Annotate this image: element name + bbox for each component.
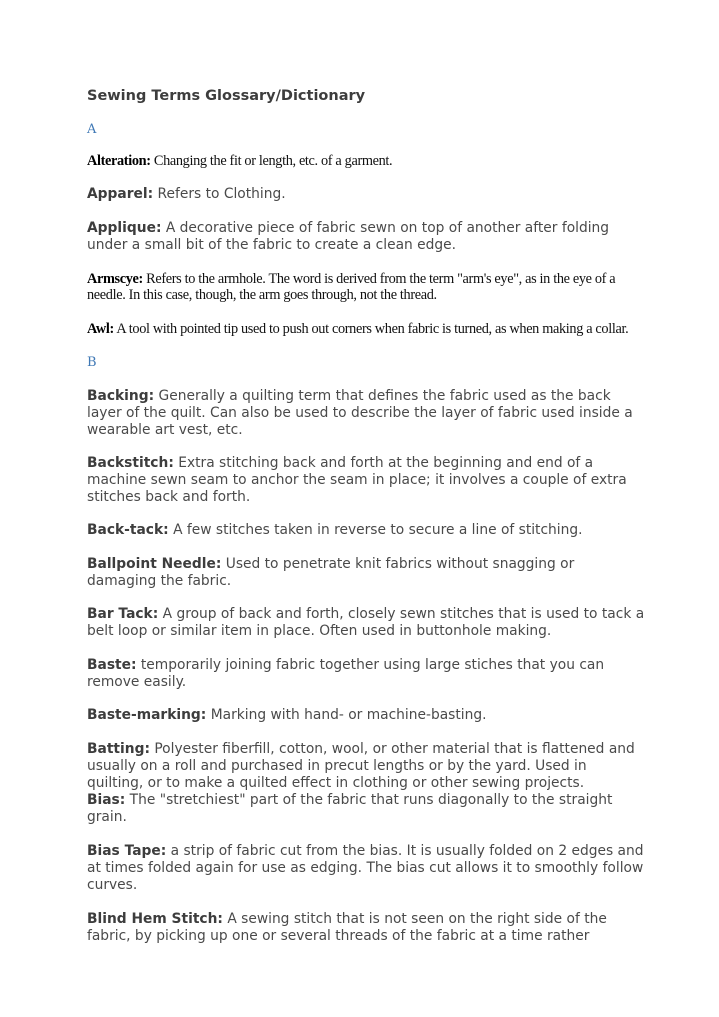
- glossary-definition: Extra stitching back and forth at the beginning and end of a machine sewn seam to anchor the seam in place; it involves a couple of extra stitches back and forth.: [87, 455, 627, 505]
- glossary-term: Baste-marking:: [87, 707, 207, 723]
- glossary-entry-armscye: [87, 271, 647, 303]
- glossary-definition: a strip of fabric cut from the bias. It is usually folded on 2 edges and at times folded again for use as edging. The bias cut allows it to smoothly follow curves.: [87, 843, 644, 893]
- glossary-definition: A few stitches taken in reverse to secure a line of stitching.: [168, 522, 583, 538]
- glossary-definition: Changing the fit or length, etc. of a garment.: [150, 153, 393, 169]
- glossary-entry-apparel: [87, 186, 647, 203]
- glossary-term: Ballpoint Needle:: [87, 556, 222, 572]
- glossary-term: Baste:: [87, 657, 137, 673]
- glossary-entry-awl: [87, 321, 647, 337]
- glossary-entry-ballpoint-needle: [87, 556, 647, 590]
- glossary-term: Blind Hem Stitch:: [87, 911, 223, 927]
- glossary-definition: temporarily joining fabric together using large stiches that you can remove easily.: [87, 657, 605, 690]
- glossary-definition: Refers to Clothing.: [153, 186, 286, 202]
- glossary-entry-bias-tape: [87, 843, 647, 894]
- glossary-entry-blind-hem-stitch: [87, 911, 647, 945]
- glossary-entry-baste-marking: [87, 707, 647, 724]
- glossary-term: Back-tack:: [87, 522, 169, 538]
- glossary-term: Armscye:: [87, 271, 143, 287]
- glossary-definition: Marking with hand- or machine-basting.: [206, 707, 487, 723]
- glossary-entry-bar-tack: [87, 606, 647, 640]
- glossary-term: Bias:: [87, 792, 126, 808]
- document-title: Sewing Terms Glossary/Dictionary: [87, 88, 366, 104]
- glossary-entry-backing: [87, 388, 647, 439]
- glossary-definition: A group of back and forth, closely sewn stitches that is used to tack a belt loop or similar item in place. Often used in buttonhole making.: [87, 606, 645, 639]
- section-heading-a: A: [87, 122, 97, 137]
- section-heading-b: B: [87, 355, 97, 370]
- glossary-term: Backstitch:: [87, 455, 174, 471]
- glossary-entry-applique: [87, 220, 647, 254]
- glossary-entry-bias: [87, 792, 647, 826]
- glossary-entry-baste: [87, 657, 647, 691]
- glossary-definition: Refers to the armhole. The word is derived from the term "arm's eye", as in the eye of a needle. In this case, though, the arm goes through, not the thread.: [87, 271, 616, 303]
- glossary-definition: Generally a quilting term that defines the fabric used as the back layer of the quilt. Can also be used to describe the layer of fabric used inside a wearable art vest, etc.: [87, 388, 633, 438]
- glossary-definition: Used to penetrate knit fabrics without snagging or damaging the fabric.: [87, 556, 575, 589]
- document-page: [87, 86, 647, 945]
- glossary-entry-alteration: [87, 153, 647, 169]
- glossary-term: Backing:: [87, 388, 155, 404]
- glossary-entry-backstitch: [87, 455, 647, 506]
- glossary-definition: A sewing stitch that is not seen on the right side of the fabric, by picking up one or several threads of the fabric at a time rather: [87, 911, 607, 944]
- glossary-term: Alteration:: [87, 153, 151, 169]
- glossary-definition: Polyester fiberfill, cotton, wool, or other material that is flattened and usually on a roll and purchased in precut lengths or by the yard. Used in quilting, or to make a quilted effect in clothing or other sewing projects.: [87, 741, 635, 791]
- glossary-term: Awl:: [87, 321, 114, 337]
- glossary-term: Bar Tack:: [87, 606, 159, 622]
- glossary-term: Batting:: [87, 741, 150, 757]
- glossary-definition: A tool with pointed tip used to push out corners when fabric is turned, as when making a collar.: [113, 321, 629, 337]
- glossary-term: Applique:: [87, 220, 162, 236]
- glossary-entry-batting: [87, 741, 647, 792]
- glossary-definition: A decorative piece of fabric sewn on top of another after folding under a small bit of the fabric to create a clean edge.: [87, 220, 610, 253]
- glossary-entry-back-tack: [87, 522, 647, 539]
- glossary-term: Bias Tape:: [87, 843, 167, 859]
- glossary-term: Apparel:: [87, 186, 154, 202]
- glossary-definition: The "stretchiest" part of the fabric that runs diagonally to the straight grain.: [87, 792, 613, 825]
